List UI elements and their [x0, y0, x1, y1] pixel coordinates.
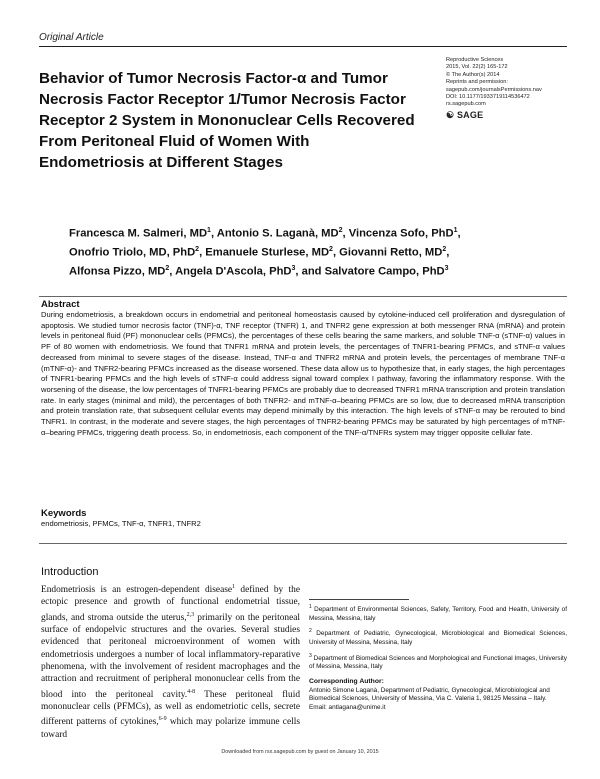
intro-text-segment: defined by the ectopic presence and growth of functional endometrial tissue, glands, and stroma outside the uterus, — [41, 585, 300, 623]
journal-info — [446, 57, 576, 121]
author-name: Francesca M. Salmeri, MD — [69, 227, 208, 240]
introduction-heading: Introduction — [41, 566, 99, 578]
author-affiliation-marker: 2 — [338, 227, 343, 234]
author-separator: , — [169, 266, 176, 279]
citation-marker: 1 — [232, 584, 236, 590]
citation-marker: 6-9 — [158, 716, 167, 723]
journal-reprints: Reprints and permission: — [446, 79, 508, 86]
author-name: Antonio S. Laganà, MD — [216, 227, 339, 240]
abstract-text: During endometriosis, a breakdown occurs in endometrial and peritoneal homeostasis caused by cytokine-induced cell proliferation and dysregulation of apoptosis. We studied tumor necrosis factor (TNF)-α, TNF receptor (TNFR) 1, and TNFR2 gene expression at both messenger RNA (mRNA) and protein levels in peritoneal fluid (PF) mononuclear cells (PFMCs), the percentages of these cells bearing the same markers, and soluble TNF-α (sTNF-α) values in PF of 80 women with endometriosis. We found that TNFR1 mRNA and protein levels, the percentages of TNFR1-bearing PFMCs, and sTNF-α values decreased from minimal to severe stages of the disease. Instead, TNF-α and TNFR2 mRNA and protein levels, the percentages of membrane TNF-α (mTNF-α)- and TNFR2-bearing PFMCs increased as the disease worsened. These data allow us to hypothesize that, in early stages, the high percentages of TNFR1-bearing PFMCs and the high levels of sTNF-α could address signal toward complex I pathway, favoring the inflammatory response. With the worsening of the disease, the low percentages of TNFR1-bearing PFMCs are probably due to decreased TNFR1 mRNA transcription and protein translation rate. In early stages (minimal and mild), the percentages of both TNFR2- and mTNF-α–bearing PFMCs are so low, due to decreased mRNA transcription and protein translation rate, that subsequent cellular events may depend minimally by this interaction. The high levels of sTNF-α may be rerouted to bind TNFR1. In contrast, in the moderate and severe stages, the high percentages of TNFR2-bearing PFMCs may be saturated by high percentages of mTNF-α–bearing PFMCs, triggering death process. So, in endometriosis, each component of the TNF-α/TNFRs system may trigger opposite cellular fate. — [41, 310, 565, 437]
journal-name: Reproductive Sciences — [446, 57, 504, 63]
corresponding-address: Antonio Simone Laganà, Department of Pediatric, Gynecological, Microbiological and Biomedical Sciences, University of Messina, Via C. Valeria 1, 98125 Messina – Italy. — [309, 686, 550, 703]
article-type-label: Original Article — [39, 32, 104, 43]
abstract-top-rule — [39, 296, 567, 297]
affiliation-item — [309, 652, 567, 672]
affiliation-text: Department of Pediatric, Gynecological, Microbiological and Biomedical Sciences, University of Messina, Messina, Italy — [309, 630, 567, 647]
corresponding-email[interactable]: Email: antlagana@unime.it — [309, 703, 386, 711]
intro-text-segment: These peritoneal fluid mononuclear cells (PFMCs), as well as endometriotic cells, secrete different patterns of cytokines, — [41, 689, 301, 728]
author-affiliation-marker: 2 — [442, 246, 447, 254]
affiliation-list — [309, 603, 567, 672]
author-affiliation-marker: 2 — [195, 246, 200, 254]
author-name: Emanuele Sturlese, MD — [205, 246, 330, 259]
author-name: Vincenza Sofo, PhD — [348, 227, 454, 240]
author-separator: , — [457, 227, 461, 240]
author-name: Giovanni Retto, MD — [339, 246, 443, 259]
journal-copyright: © The Author(s) 2014 — [446, 71, 500, 78]
author-affiliation-marker: 2 — [165, 265, 170, 273]
author-list — [69, 223, 549, 281]
author-affiliation-marker: 1 — [453, 227, 458, 234]
affiliation-item — [309, 627, 567, 647]
sage-logo-mark: ☯ — [446, 109, 455, 120]
keywords-heading: Keywords — [41, 508, 87, 519]
citation-marker: 2,3 — [186, 611, 195, 618]
author-affiliation-marker: 2 — [329, 246, 333, 254]
affiliation-rule — [309, 599, 409, 600]
journal-site[interactable]: rs.sagepub.com — [446, 101, 486, 108]
affiliation-text: Department of Biomedical Sciences and Morphological and Functional Images, University of Messina, Messina, Italy — [309, 654, 567, 671]
author-separator: , — [199, 246, 206, 259]
affiliation-number: 1 — [309, 604, 312, 610]
author-separator: , — [332, 246, 340, 259]
author-separator: , — [446, 246, 450, 259]
author-name: Onofrio Triolo, MD, PhD — [69, 246, 196, 259]
sage-logo-text: SAGE — [456, 109, 484, 120]
citation-marker: 4-8 — [187, 688, 196, 695]
affiliation-text: Department of Environmental Sciences, Safety, Territory, Food and Health, University of Messina, Messina, Italy — [309, 606, 567, 622]
author-affiliation-marker: 1 — [207, 227, 211, 234]
author-name: Alfonsa Pizzo, MD — [69, 266, 166, 279]
author-separator: , — [342, 227, 349, 240]
keywords-text: endometriosis, PFMCs, TNF-α, TNFR1, TNFR2 — [41, 519, 201, 528]
intro-text-segment: which may polarize immune cells toward — [41, 717, 300, 740]
corresponding-author-heading: Corresponding Author: — [309, 677, 384, 685]
affiliation-number: 2 — [309, 628, 312, 635]
abstract-heading: Abstract — [41, 299, 80, 310]
intro-text-segment: Endometriosis is an estrogen-dependent disease — [41, 585, 233, 596]
author-name: Angela D'Ascola, PhD — [175, 266, 292, 279]
affiliation-item — [309, 603, 567, 623]
journal-volume: 2015, Vol. 22(2) 165-172 — [446, 64, 508, 71]
download-footer: Downloaded from rsx.sagepub.com by guest on January 10, 2015 — [221, 749, 379, 755]
journal-reprints-url[interactable]: sagepub.com/journalsPermissions.nav — [446, 86, 542, 93]
author-name: Salvatore Campo, PhD — [324, 266, 445, 279]
affiliation-number: 3 — [309, 652, 312, 659]
sage-logo-icon — [446, 110, 576, 121]
affiliations-block — [309, 603, 567, 712]
intro-text-segment: primarily on the peritoneal surface of endopelvic structures and the ovaries. Several studies evidenced that peritoneal microenvironment of women with endometriosis undergoes a number of local inflammatory-reparative phenomena, with the involvement of resident macrophages and the attraction and recruitment of peripheral mononuclear cells from the blood into the peritoneal cavity. — [41, 612, 300, 700]
author-affiliation-marker: 3 — [291, 265, 296, 273]
author-affiliation-marker: 3 — [444, 265, 449, 273]
author-separator: , and — [295, 266, 325, 279]
introduction-text — [41, 581, 300, 741]
header-rule — [39, 46, 567, 47]
author-separator: , — [210, 227, 217, 240]
abstract-bottom-rule — [39, 543, 567, 544]
article-title: Behavior of Tumor Necrosis Factor-α and Tumor Necrosis Factor Receptor 1/Tumor Necrosis Factor Receptor 2 System in Mononuclear Cells Recovered From Peritoneal Fluid of Women With Endometriosis at Different Stages — [39, 70, 415, 171]
corresponding-author-details — [309, 687, 567, 713]
journal-doi[interactable]: DOI: 10.1177/1933719114536472 — [446, 94, 530, 101]
